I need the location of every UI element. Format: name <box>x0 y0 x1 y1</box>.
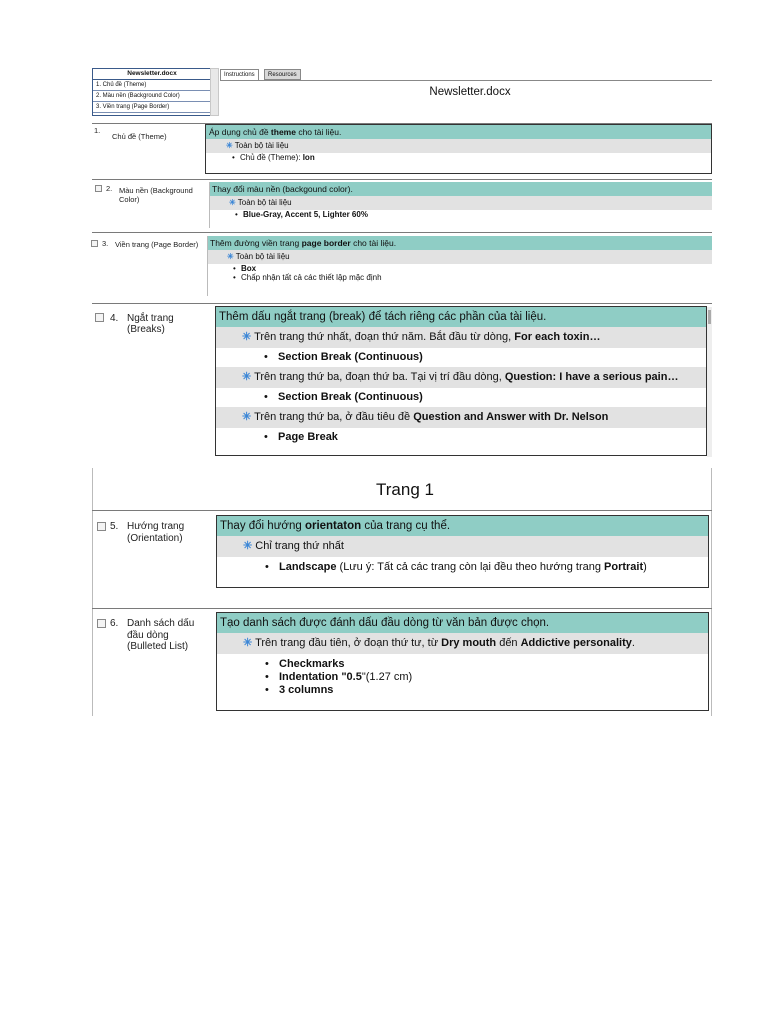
task-4-label: Ngắt trang <box>127 313 174 324</box>
checkbox-icon[interactable] <box>97 619 106 628</box>
divider <box>92 232 712 233</box>
file-list-title: Newsletter.docx <box>93 69 211 80</box>
task-3-number: 3. <box>102 239 109 248</box>
divider <box>92 179 712 180</box>
panel-edge <box>207 236 208 296</box>
divider <box>92 303 712 304</box>
task-5-step: ✳ Chỉ trang thứ nhất <box>217 536 708 557</box>
task-3-panel <box>207 236 712 296</box>
checkbox-icon[interactable] <box>95 313 104 322</box>
sparkle-icon: ✳ <box>226 141 233 150</box>
file-list-scrollbar[interactable] <box>210 68 219 116</box>
task-5-bullet: • Landscape (Lưu ý: Tất cả các trang còn lại đều theo hướng trang Portrait) <box>217 557 708 574</box>
task-4-step: ✳ Trên trang thứ ba, ở đầu tiêu đề Question and Answer with Dr. Nelson <box>216 407 706 428</box>
task-2-header: Thay đổi màu nền (backgound color). <box>209 182 712 196</box>
task-2-label-cont: Color) <box>119 195 140 204</box>
task-6-bullet: • Indentation "0.5"(1.27 cm) <box>217 671 708 684</box>
task-1-number: 1. <box>94 126 101 135</box>
page-label: Trang 1 <box>376 480 434 499</box>
file-list-item[interactable]: 2. Màu nền (Background Color) <box>93 91 211 102</box>
task-5-label-cont: (Orientation) <box>127 533 183 544</box>
sparkle-icon: ✳ <box>242 331 252 343</box>
task-4-header: Thêm dấu ngắt trang (break) để tách riêng các phần của tài liệu. <box>216 307 706 327</box>
divider <box>92 608 712 609</box>
task-5-number: 5. <box>110 521 119 532</box>
sparkle-icon: ✳ <box>229 198 236 207</box>
divider <box>92 510 712 511</box>
task-6-panel <box>216 612 709 711</box>
task-1-bullet: • Chủ đề (Theme): Ion <box>206 153 711 163</box>
task-3-header: Thêm đường viền trang page border cho tài liệu. <box>207 236 712 250</box>
task-3-bullet: • Box <box>207 264 712 273</box>
file-list-item[interactable]: 1. Chủ đề (Theme) <box>93 80 211 91</box>
sparkle-icon: ✳ <box>242 411 252 423</box>
task-2-step: ✳ Toàn bộ tài liệu <box>209 196 712 210</box>
task-6-bullet: • Checkmarks <box>217 654 708 671</box>
scrollbar-thumb[interactable] <box>708 310 711 324</box>
task-4-bullet: • Section Break (Continuous) <box>216 388 706 407</box>
task-3-bullet: • Chấp nhận tất cả các thiết lập mặc định <box>207 273 712 282</box>
task-6-label-cont: (Bulleted List) <box>127 641 189 652</box>
tab-instructions[interactable]: Instructions <box>220 69 259 80</box>
document-title: Newsletter.docx <box>429 86 511 98</box>
sparkle-icon: ✳ <box>242 371 252 383</box>
task-4-number: 4. <box>110 313 119 324</box>
panel-edge <box>209 182 210 228</box>
task-2-panel <box>209 182 712 228</box>
tab-resources[interactable]: Resources <box>264 69 301 80</box>
tab-divider <box>220 80 712 81</box>
sparkle-icon: ✳ <box>243 637 253 649</box>
task-4-step: ✳ Trên trang thứ ba, đoạn thứ ba. Tại vị trí đầu dòng, Question: I have a serious pain… <box>216 367 706 388</box>
task-2-bullet: • Blue-Gray, Accent 5, Lighter 60% <box>209 210 712 220</box>
task-6-number: 6. <box>110 618 119 629</box>
task-6-label-cont: đầu dòng <box>127 630 169 641</box>
panel-scrollbar[interactable] <box>707 307 712 457</box>
task-2-number: 2. <box>106 184 113 193</box>
right-edge <box>711 468 712 716</box>
task-6-label: Danh sách dấu <box>127 618 195 629</box>
sparkle-icon: ✳ <box>227 252 234 261</box>
checkbox-icon[interactable] <box>97 522 106 531</box>
checkbox-icon[interactable] <box>95 185 102 192</box>
task-6-header: Tạo danh sách được đánh dấu đầu dòng từ văn bản được chọn. <box>217 613 708 633</box>
task-1-header: Áp dụng chủ đề theme cho tài liệu. <box>206 125 711 139</box>
task-4-bullet: • Page Break <box>216 428 706 444</box>
task-4-label-cont: (Breaks) <box>127 324 165 335</box>
task-1-panel <box>205 124 712 174</box>
task-2-label: Màu nền (Background <box>119 186 193 195</box>
task-3-label: Viền trang (Page Border) <box>115 240 199 249</box>
task-6-bullet: • 3 columns <box>217 684 708 697</box>
task-1-step: ✳ Toàn bộ tài liệu <box>206 139 711 153</box>
task-4-panel <box>215 306 707 456</box>
checkbox-icon[interactable] <box>91 240 98 247</box>
task-6-step: ✳ Trên trang đầu tiên, ở đoạn thứ tư, từ Dry mouth đến Addictive personality. <box>217 633 708 654</box>
left-edge <box>92 468 93 716</box>
task-4-bullet: • Section Break (Continuous) <box>216 348 706 367</box>
task-4-step: ✳ Trên trang thứ nhất, đoạn thứ năm. Bắt đầu từ dòng, For each toxin… <box>216 327 706 348</box>
task-1-label: Chủ đề (Theme) <box>112 132 167 141</box>
task-5-label: Hướng trang <box>127 521 185 532</box>
task-3-step: ✳ Toàn bộ tài liệu <box>207 250 712 264</box>
sparkle-icon: ✳ <box>243 540 253 552</box>
file-list <box>92 68 212 116</box>
task-5-header: Thay đổi hướng orientaton của trang cụ thể. <box>217 516 708 536</box>
task-5-panel <box>216 515 709 588</box>
file-list-item[interactable]: 3. Viền trang (Page Border) <box>93 102 211 113</box>
